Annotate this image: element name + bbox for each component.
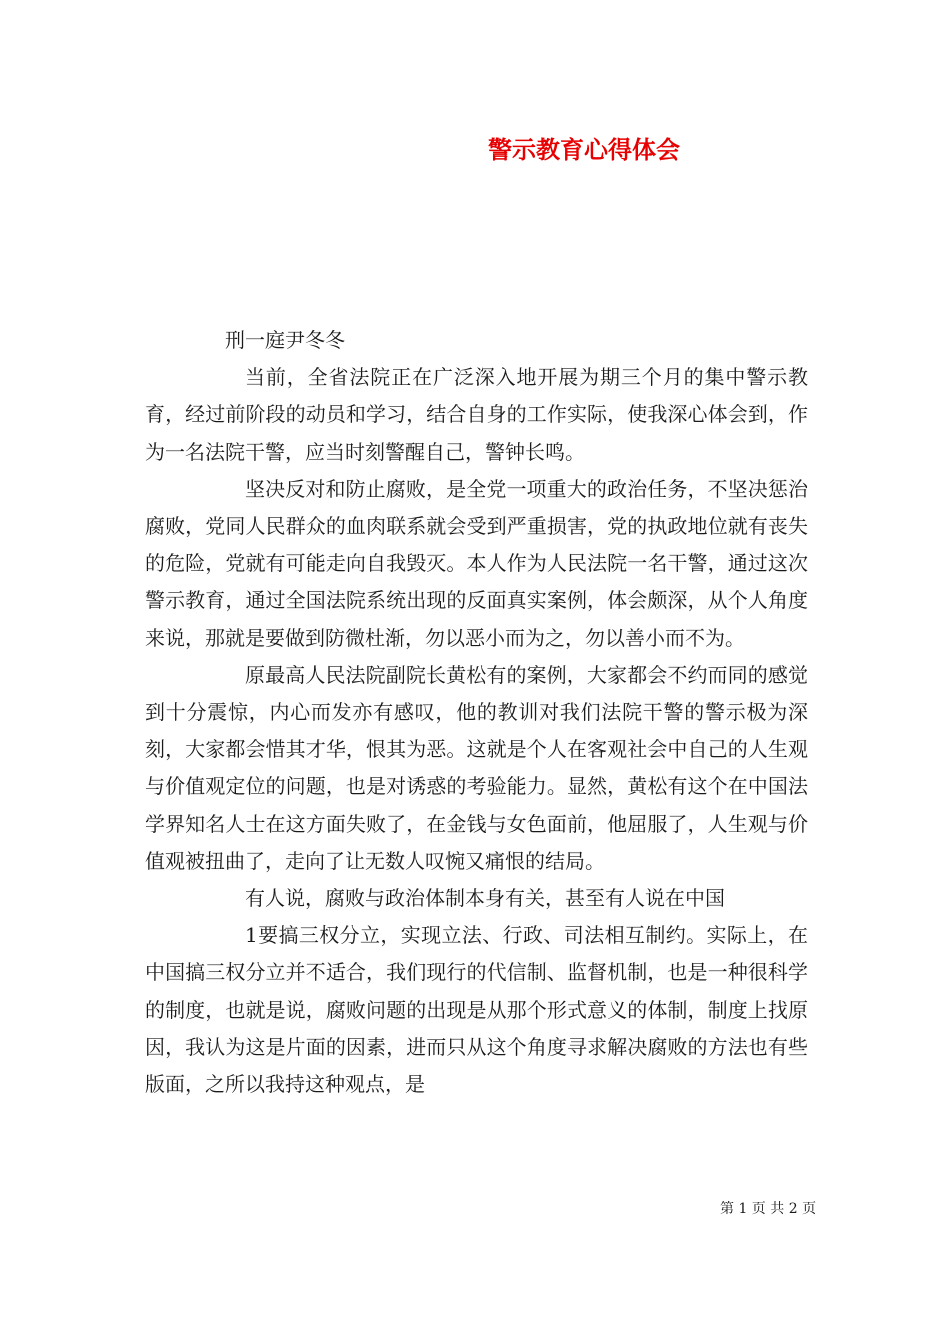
- page-number-footer: 第 1 页 共 2 页: [720, 1201, 817, 1217]
- paragraph-4: 有人说，腐败与政治体制本身有关，甚至有人说在中国: [245, 886, 725, 911]
- document-body: [145, 322, 808, 1103]
- paragraph-3: 原最高人民法院副院长黄松有的案例，大家都会不约而同的感觉到十分震惊，内心而发亦有感叹，他的教训对我们法院干警的警示极为深刻，大家都会惜其才华，恨其为恶。这就是个人在客观社会中自己的人生观与价值观定位的问题，也是对诱惑的考验能力。显然，黄松有这个在中国法学界知名人士在这方面失败了，在金钱与女色面前，他屈服了，人生观与价值观被扭曲了，走向了让无数人叹惋又痛恨的结局。: [145, 662, 808, 873]
- document-title: 警示教育心得体会: [488, 135, 680, 164]
- paragraph-1: 当前，全省法院正在广泛深入地开展为期三个月的集中警示教育，经过前阶段的动员和学习，结合自身的工作实际，使我深心体会到，作为一名法院干警，应当时刻警醒自己，警钟长鸣。: [145, 365, 808, 464]
- author-line: 刑一庭尹冬冬: [225, 328, 345, 352]
- paragraph-5: 1要搞三权分立，实现立法、行政、司法相互制约。实际上，在中国搞三权分立并不适合，我们现行的代信制、监督机制，也是一种很科学的制度，也就是说，腐败问题的出现是从那个形式意义的体制，制度上找原因，我认为这是片面的因素，进而只从这个角度寻求解决腐败的方法也有些版面，之所以我持这种观点，是: [145, 923, 808, 1097]
- paragraph-2: 坚决反对和防止腐败，是全党一项重大的政治任务，不坚决惩治腐败，党同人民群众的血肉联系就会受到严重损害，党的执政地位就有丧失的危险，党就有可能走向自我毁灭。本人作为人民法院一名干警，通过这次警示教育，通过全国法院系统出现的反面真实案例，体会颇深，从个人角度来说，那就是要做到防微杜渐，勿以恶小而为之，勿以善小而不为。: [145, 476, 808, 650]
